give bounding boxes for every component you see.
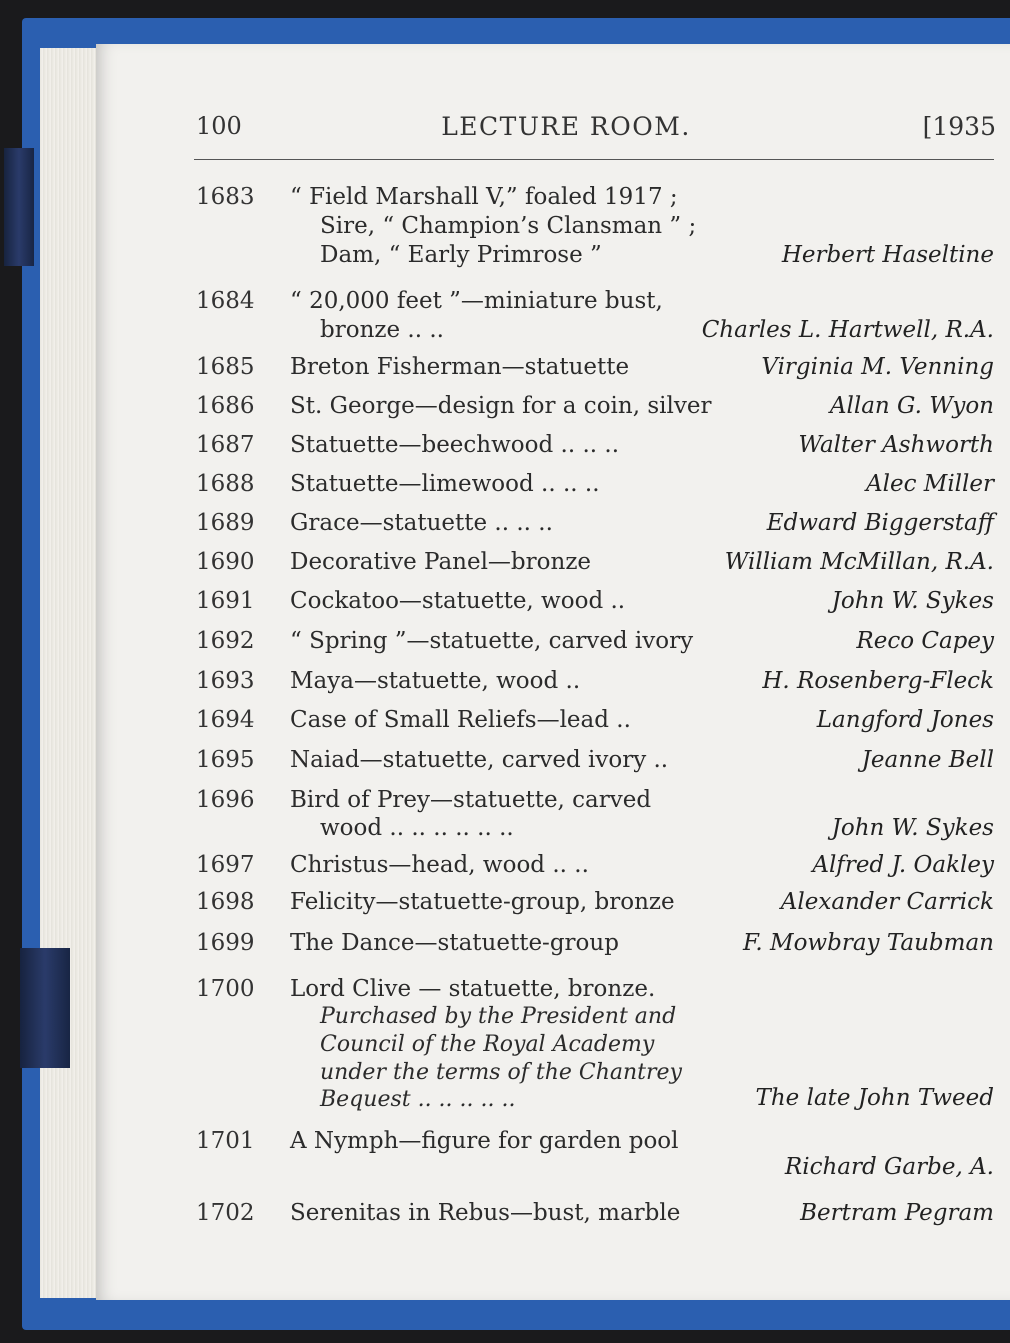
entry-title: wood .. .. .. .. .. .. (320, 815, 514, 841)
entry-note: under the terms of the Chantrey (320, 1060, 682, 1085)
entry-title: Breton Fisherman—statuette (290, 354, 630, 380)
entry-title: St. George—design for a coin, silver (290, 393, 712, 419)
entry-artist: William McMillan, R.A. (724, 549, 994, 575)
entry-number: 1700 (196, 976, 255, 1002)
entry-artist: Jeanne Bell (861, 747, 994, 773)
header-rule (194, 159, 994, 160)
entry-title: Serenitas in Rebus—bust, marble (290, 1200, 681, 1226)
entry-title: Statuette—beechwood .. .. .. (290, 432, 620, 458)
entry-note: Council of the Royal Academy (320, 1032, 655, 1057)
entry-artist: Bertram Pegram (800, 1200, 994, 1226)
entry-number: 1687 (196, 432, 255, 458)
entry-number: 1694 (196, 707, 255, 733)
entry-title: Sire, “ Champion’s Clansman ” ; (320, 213, 697, 239)
entry-title: The Dance—statuette-group (290, 930, 619, 956)
entry-note: Bequest .. .. .. .. .. (320, 1087, 516, 1112)
entry-number: 1691 (196, 588, 255, 614)
entry-artist: The late John Tweed (755, 1085, 994, 1111)
entry-title: Cockatoo—statuette, wood .. (290, 588, 626, 614)
entry-number: 1699 (196, 930, 255, 956)
entry-number: 1698 (196, 889, 255, 915)
entry-artist: H. Rosenberg-Fleck (762, 668, 994, 694)
bookmark-ribbon (4, 148, 34, 266)
entry-title: A Nymph—figure for garden pool (290, 1128, 679, 1154)
page-year: [1935 (922, 112, 996, 141)
entry-number: 1686 (196, 393, 255, 419)
entry-artist: John W. Sykes (831, 815, 994, 841)
entry-artist: F. Mowbray Taubman (743, 930, 994, 956)
bookmark-ribbon (20, 948, 70, 1068)
entry-number: 1688 (196, 471, 255, 497)
page-number: 100 (196, 112, 242, 140)
entry-number: 1692 (196, 628, 255, 654)
entry-artist: Walter Ashworth (798, 432, 994, 458)
entry-artist: Virginia M. Venning (761, 354, 994, 380)
entry-number: 1697 (196, 852, 255, 878)
entry-title: Grace—statuette .. .. .. (290, 510, 553, 536)
entry-artist: Charles L. Hartwell, R.A. (701, 317, 994, 343)
entry-number: 1695 (196, 747, 255, 773)
entry-number: 1689 (196, 510, 255, 536)
entry-artist: Alexander Carrick (780, 889, 994, 915)
entry-number: 1702 (196, 1200, 255, 1226)
entry-title: Dam, “ Early Primrose ” (320, 242, 602, 268)
entry-title: “ 20,000 feet ”—miniature bust, (290, 288, 663, 314)
entry-artist: Richard Garbe, A. (784, 1154, 994, 1180)
entry-note: Purchased by the President and (320, 1004, 677, 1029)
entry-artist: Herbert Haseltine (781, 242, 994, 268)
page-header (196, 112, 996, 144)
entry-number: 1696 (196, 787, 255, 813)
entry-title: Christus—head, wood .. .. (290, 852, 589, 878)
entry-artist: Reco Capey (856, 628, 994, 654)
entry-title: Maya—statuette, wood .. (290, 668, 581, 694)
entry-number: 1683 (196, 184, 255, 210)
entry-title: bronze .. .. (320, 317, 444, 343)
entry-number: 1684 (196, 288, 255, 314)
entry-artist: Langford Jones (816, 707, 994, 733)
entry-artist: Allan G. Wyon (829, 393, 994, 419)
entry-number: 1701 (196, 1128, 255, 1154)
entry-artist: Edward Biggerstaff (766, 510, 994, 536)
entry-title: Decorative Panel—bronze (290, 549, 592, 575)
entry-title: Naiad—statuette, carved ivory .. (290, 747, 669, 773)
entry-artist: John W. Sykes (831, 588, 994, 614)
entry-artist: Alfred J. Oakley (812, 852, 994, 878)
page-title: LECTURE ROOM. (441, 112, 691, 141)
entry-title: Lord Clive — statuette, bronze. (290, 976, 656, 1002)
entry-artist: Alec Miller (866, 471, 994, 497)
entry-title: Case of Small Reliefs—lead .. (290, 707, 631, 733)
entry-title: “ Spring ”—statuette, carved ivory (290, 628, 694, 654)
entry-title: Felicity—statuette-group, bronze (290, 889, 675, 915)
entry-title: Statuette—limewood .. .. .. (290, 471, 600, 497)
entry-number: 1690 (196, 549, 255, 575)
entry-title: “ Field Marshall V,” foaled 1917 ; (290, 184, 678, 210)
entry-number: 1693 (196, 668, 255, 694)
entry-number: 1685 (196, 354, 255, 380)
entry-title: Bird of Prey—statuette, carved (290, 787, 652, 813)
